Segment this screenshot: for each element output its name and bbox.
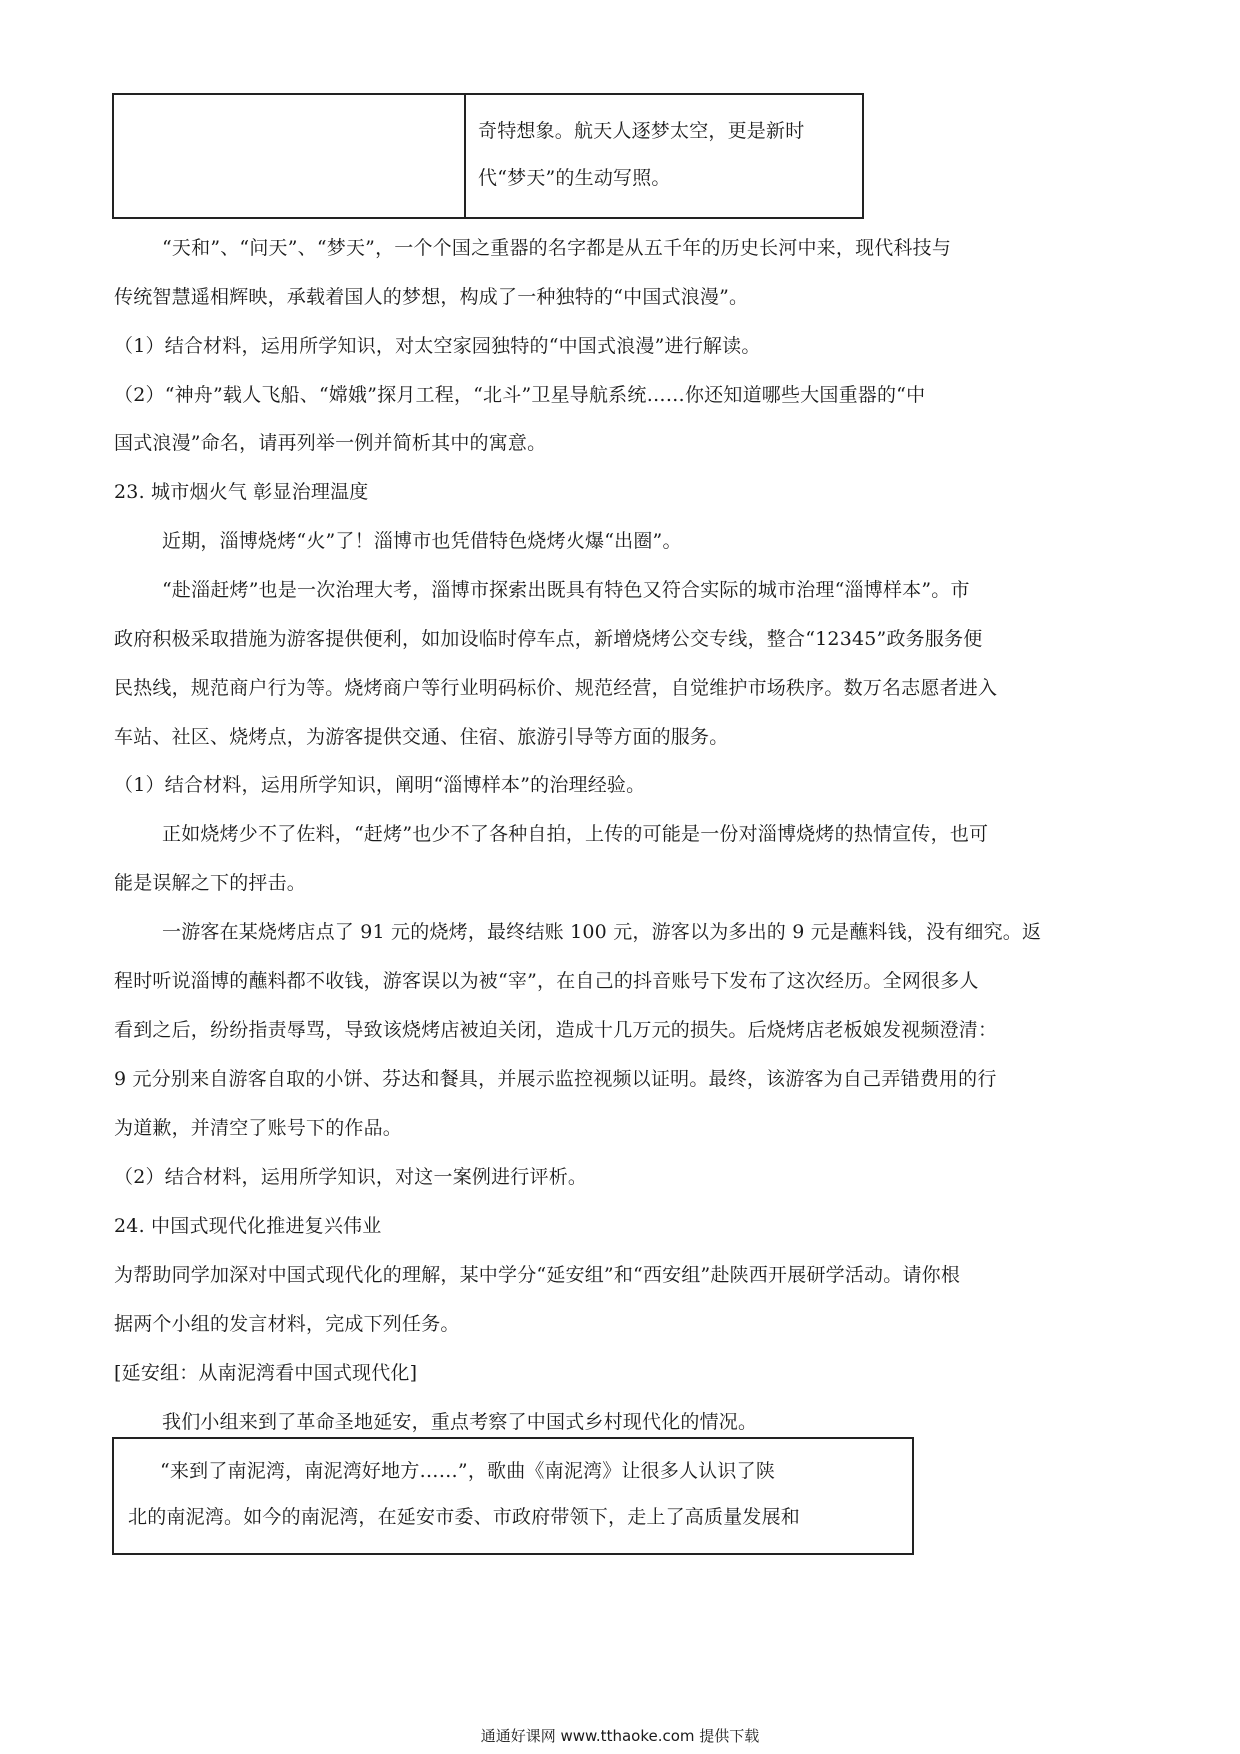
- q23-paragraph-line: 民热线，规范商户行为等。烧烤商户等行业明码标价、规范经营，自觉维护市场秩序。数万名志愿者进入: [114, 677, 998, 699]
- q23-paragraph-line: 程时听说淄博的蘸料都不收钱，游客误以为被“宰”，在自己的抖音账号下发布了这次经历。全网很多人: [114, 970, 979, 992]
- material-box: [112, 1437, 914, 1555]
- q22-paragraph-line: “天和”、“问天”、“梦天”，一个个国之重器的名字都是从五千年的历史长河中来，现代科技与: [162, 237, 952, 259]
- q23-paragraph-line: 政府积极采取措施为游客提供便利，如加设临时停车点，新增烧烤公交专线，整合“12345”政务服务便: [114, 628, 983, 650]
- q22-paragraph-line: 传统智慧遥相辉映，承载着国人的梦想，构成了一种独特的“中国式浪漫”。: [114, 286, 749, 308]
- q24-title: 24. 中国式现代化推进复兴伟业: [114, 1215, 382, 1237]
- material-box-line: 北的南泥湾。如今的南泥湾，在延安市委、市政府带领下，走上了高质量发展和: [128, 1506, 801, 1528]
- q23-title: 23. 城市烟火气 彰显治理温度: [114, 481, 369, 503]
- q23-paragraph-line: 9 元分别来自游客自取的小饼、芬达和餐具，并展示监控视频以证明。最终，该游客为自己弄错费用的行: [114, 1068, 997, 1090]
- material-box-line: “来到了南泥湾，南泥湾好地方……”，歌曲《南泥湾》让很多人认识了陕: [160, 1460, 776, 1482]
- q23-subquestion-2: （2）结合材料，运用所学知识，对这一案例进行评析。: [114, 1166, 588, 1188]
- top-table: [112, 93, 864, 219]
- q22-subquestion-2: （2）“神舟”载人飞船、“嫦娥”探月工程，“北斗”卫星导航系统……你还知道哪些大国重器的“中: [114, 384, 926, 406]
- table-cell-left: [114, 95, 466, 217]
- q23-paragraph-line: 能是误解之下的抨击。: [114, 872, 307, 894]
- q23-paragraph-line: 近期，淄博烧烤“火”了！淄博市也凭借特色烧烤火爆“出圈”。: [162, 530, 682, 552]
- q22-subquestion-1: （1）结合材料，运用所学知识，对太空家园独特的“中国式浪漫”进行解读。: [114, 335, 761, 357]
- q23-paragraph-line: 看到之后，纷纷指责辱骂，导致该烧烤店被迫关闭，造成十几万元的损失。后烧烤店老板娘发视频澄清：: [114, 1019, 998, 1041]
- q23-subquestion-1: （1）结合材料，运用所学知识，阐明“淄博样本”的治理经验。: [114, 774, 646, 796]
- q23-paragraph-line: 正如烧烤少不了佐料，“赶烤”也少不了各种自拍，上传的可能是一份对淄博烧烤的热情宣传，也可: [162, 823, 989, 845]
- q23-paragraph-line: 为道歉，并清空了账号下的作品。: [114, 1117, 403, 1139]
- table-cell-right: [466, 95, 862, 217]
- q22-subquestion-2: 国式浪漫”命名，请再列举一例并简析其中的寓意。: [114, 432, 547, 454]
- table-line: 代“梦天”的生动写照。: [478, 167, 671, 189]
- q23-paragraph-line: 一游客在某烧烤店点了 91 元的烧烤，最终结账 100 元，游客以为多出的 9 元是蘸料钱，没有细究。返: [162, 921, 1042, 943]
- q23-paragraph-line: “赴淄赶烤”也是一次治理大考，淄博市探索出既具有特色又符合实际的城市治理“淄博样本”。市: [162, 579, 970, 601]
- q24-intro-line: 据两个小组的发言材料，完成下列任务。: [114, 1313, 460, 1335]
- q23-paragraph-line: 车站、社区、烧烤点，为游客提供交通、住宿、旅游引导等方面的服务。: [114, 726, 729, 748]
- q24-paragraph-line: 我们小组来到了革命圣地延安，重点考察了中国式乡村现代化的情况。: [162, 1411, 758, 1433]
- table-line: 奇特想象。航天人逐梦太空，更是新时: [478, 120, 805, 142]
- q24-intro-line: 为帮助同学加深对中国式现代化的理解，某中学分“延安组”和“西安组”赴陕西开展研学活动。请你根: [114, 1264, 961, 1286]
- footer-watermark: 通通好课网 www.tthaoke.com 提供下载: [480, 1727, 760, 1745]
- q24-section-heading: [延安组：从南泥湾看中国式现代化]: [114, 1362, 418, 1384]
